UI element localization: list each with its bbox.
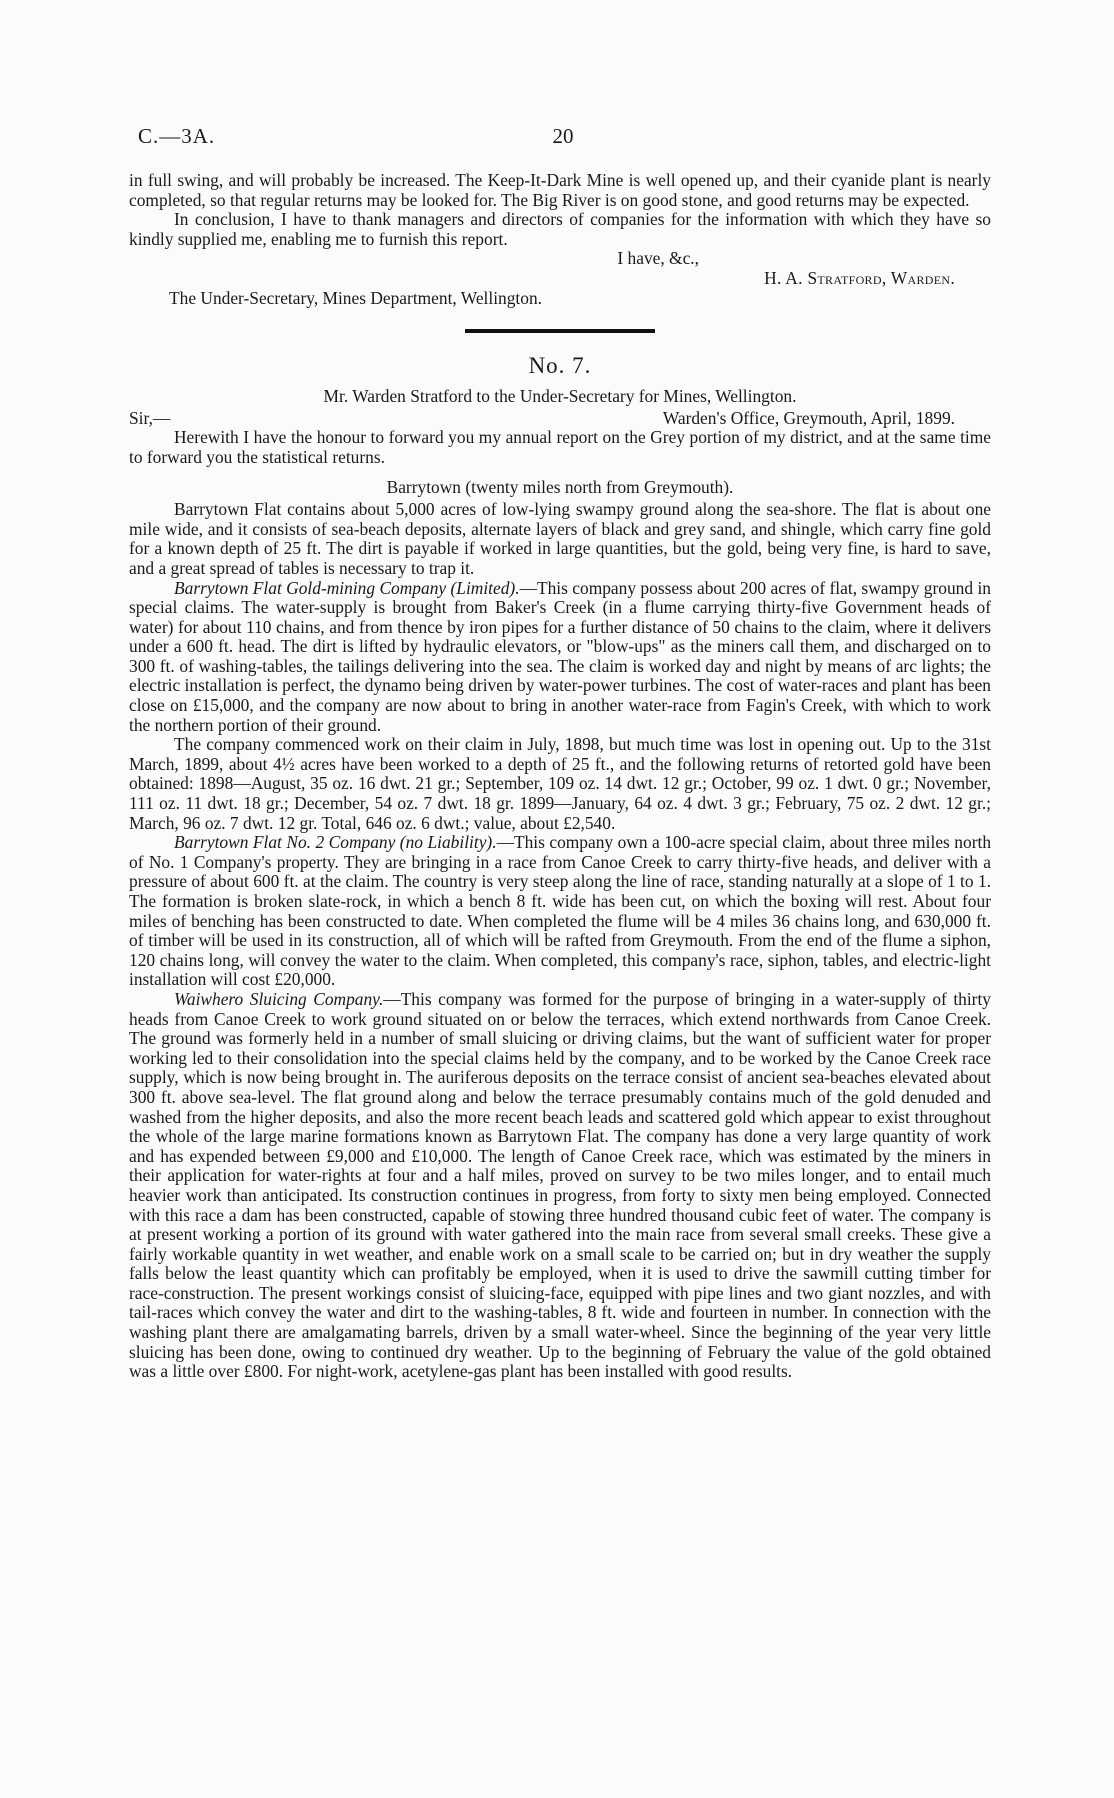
closing-line: I have, &c., [617,248,699,269]
document-code: C.—3A. [138,124,216,148]
section-divider [465,329,655,333]
page-number: 20 [552,124,574,148]
office-date: Warden's Office, Greymouth, April, 1899. [662,407,955,428]
salutation-row [129,409,991,429]
page-body [129,171,991,1382]
letter-from-line: Mr. Warden Stratford to the Under-Secretary for Mines, Wellington. [323,386,797,407]
paragraph-title: Barrytown Flat Gold-mining Company (Limited). [174,577,520,598]
conclusion-paragraph: In conclusion, I have to thank managers and directors of companies for the information with which they have so kindly supplied me, enabling me to furnish this report. [129,209,991,249]
signature: H. A. Stratford, Warden. [764,267,955,288]
paragraph-text: —This company was formed for the purpose of bringing in a water-supply of thirty heads from Canoe Creek to work ground situated on or below the terraces, which extend northwards from Canoe Creek. The ground was formerly held in a number of small sluicing or driving claims, but the want of sufficient water for proper working led to their consolidation into the special claims held by the company, and to be worked by the Canoe Creek race supply, which is now being brought in. The auriferous deposits on the terrace consist of ancient sea-beaches elevated about 300 ft. above sea-level. The flat ground along and below the terrace presumably contains much of the gold denuded and washed from the higher deposits, and also the more recent beach leads and scattered gold which appear to exist throughout the whole of the large marine formations known as Barrytown Flat. The company has done a very large quantity of work and has expended between £9,000 and £10,000. The length of Canoe Creek race, which was estimated by the miners in their application for water-rights at four and a half miles, proved on survey to be two miles longer, and to entail much heavier work than anticipated. Its construction continues in progress, from forty to sixty men being employed. Connected with this race a dam has been constructed, capable of stowing three hundred thousand cubic feet of water. The company is at present working a portion of its ground with water gathered into the main race from several small creeks. These give a fairly workable quantity in wet weather, and enable work on a small scale to be carried on; but in dry weather the supply falls below the least quantity which can profitably be employed, when it is used to drive the sawmill cutting timber for race-construction. The present workings consist of sluicing-face, equipped with pipe lines and two giant nozzles, and with tail-races which convey the water and dirt to the washing-tables, 8 ft. wide and fourteen in number. In connection with the washing plant there are amalgamating barrels, driven by a small water-wheel. Since the beginning of the year very little sluicing has been done, owing to continued dry weather. Up to the beginning of February the value of the gold obtained was a little over £800. For night-work, acetylene-gas plant has been installed with good results. [129,988,991,1382]
paragraph-text: The company commenced work on their claim in July, 1898, but much time was lost in opening out. Up to the 31st March, 1899, about 4½ acres have been worked to a depth of 25 ft., and the following returns of retorted gold have been obtained: 1898—August, 35 oz. 16 dwt. 21 gr.; September, 109 oz. 14 dwt. 12 gr.; October, 99 oz. 1 dwt. 0 gr.; November, 111 oz. 11 dwt. 18 gr.; December, 54 oz. 7 dwt. 18 gr. 1899—January, 64 oz. 4 dwt. 3 gr.; February, 75 oz. 2 dwt. 12 gr.; March, 96 oz. 7 dwt. 12 gr. Total, 646 oz. 6 dwt.; value, about £2,540. [129,734,991,833]
section-heading: Barrytown (twenty miles north from Greymouth). [386,476,734,497]
page-header [138,124,988,154]
addressee: The Under-Secretary, Mines Department, Wellington. [169,287,542,308]
paragraph-title: Barrytown Flat No. 2 Company (no Liability). [174,832,497,853]
body-paragraph [129,579,991,736]
letter-number: No. 7. [528,353,592,379]
body-paragraph [129,500,991,578]
intro-paragraph: Herewith I have the honour to forward you my annual report on the Grey portion of my district, and at the same time to forward you the statistical returns. [129,427,991,467]
paragraph-text: Barrytown Flat contains about 5,000 acres of low-lying swampy ground along the sea-shore. The flat is about one mile wide, and it consists of sea-beach deposits, alternate layers of black and grey sand, and shingle, which carry fine gold for a known depth of 25 ft. The dirt is payable if worked in large quantities, but the gold, being very fine, is hard to save, and a great spread of tables is necessary to trap it. [129,499,991,578]
body-paragraph [129,990,991,1382]
salutation: Sir,— [129,407,171,428]
paragraph-text: —This company own a 100-acre special claim, about three miles north of No. 1 Company's property. They are bringing in a race from Canoe Creek to carry thirty-five heads, and deliver with a pressure of about 600 ft. at the claim. The country is very steep along the line of race, standing naturally at a slope of 1 to 1. The formation is broken slate-rock, in which a bench 8 ft. wide has been cut, on which the boxing will rest. About four miles of benching has been constructed to date. When completed the flume will be 4 miles 36 chains long, and 630,000 ft. of timber will be used in its construction, all of which will be rafted from Greymouth. From the end of the flume a siphon, 120 chains long, will convey the water to the claim. When completed, this company's race, siphon, tables, and electric-light installation will cost £20,000. [129,832,992,990]
body-paragraph [129,735,991,833]
previous-report-paragraph: in full swing, and will probably be increased. The Keep-It-Dark Mine is well opened up, and their cyanide plant is nearly completed, so that regular returns may be looked for. The Big River is on good stone, and good returns may be expected. [129,170,991,210]
paragraph-text: —This company possess about 200 acres of flat, swampy ground in special claims. The water-supply is brought from Baker's Creek (in a flume carrying thirty-five Government heads of water) for about 110 chains, and from thence by iron pipes for a further distance of 50 chains to the claim, where it delivers under a 600 ft. head. The dirt is lifted by hydraulic elevators, or "blow-ups" as the miners call them, and discharged on to 300 ft. of washing-tables, the tailings delivering into the sea. The claim is worked day and night by means of arc lights; the electric installation is perfect, the dynamo being driven by water-power turbines. The cost of water-races and plant has been close on £15,000, and the company are now about to bring in another water-race from Fagin's Creek, with which to work the northern portion of their ground. [129,577,991,735]
paragraph-title: Waiwhero Sluicing Company. [174,988,384,1009]
body-paragraph [129,833,991,990]
